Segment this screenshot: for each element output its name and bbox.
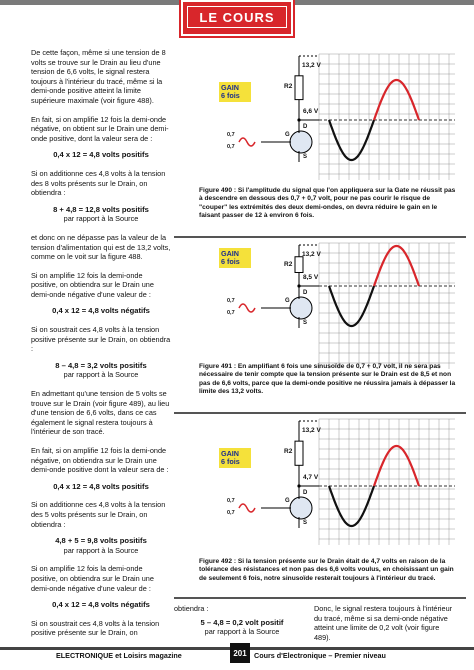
figure-divider [174,597,466,599]
figure-schematic [199,241,457,371]
paragraph: Si on amplifie 12 fois la demi-onde positive, on obtiendra sur le Drain une demi-onde négative d'une valeur de : [31,270,154,299]
fet-transistor-icon [290,297,312,319]
resistor-r2 [295,441,303,465]
footer-course: Cours d'Electronique – Premier niveau [254,651,386,660]
resistor-label: R2 [284,82,293,90]
gain-value: 6 fois [221,457,240,466]
figure-caption: Figure 491 : En amplifiant 6 fois une sinusoïde de 0,7 + 0,7 volt, il ne sera pas nécessaire de tenir compte que la tension présente sur le Drain est de 8,5 et non pas de 6,6 volts, parce que la demi-onde positive ne réussira jamais à dépasser la limite des 13,2 volts. [199,363,456,396]
right-column [314,604,454,642]
equation: 0,4 x 12 = 4,8 volts positifs [53,150,149,160]
paragraph: Si on soustrait ces 4,8 volts à la tension positive présente sur le Drain, on [31,618,160,638]
positive-half-wave [374,246,419,286]
gate-label: G [285,132,290,138]
paragraph: De cette façon, même si une tension de 8 volts se trouve sur le Drain au lieu d'une tension de 6,6 volts, le signal restera toujours à l'intérieur du tracé, même si la demi-onde positive atteint la limite supérieure maximale (voir figure 488). [31,48,166,105]
section-badge-label: LE COURS [199,9,275,25]
input-amplitude-bottom: 0,7 [227,510,235,516]
paragraph: Si on additionne ces 4,8 volts à la tension des 5 volts présents sur le Drain, on obtiendra : [31,500,166,529]
equation-subtitle: par rapport à la Source [63,214,139,224]
oscilloscope-grid [319,54,455,180]
figure-caption: Figure 492 : Si la tension présente sur le Drain était de 4,7 volts en raison de la tolérance des résistances et non pas des 6,6 volts voulus, en choisissant un gain de seulement 6 fois, notre sinusoïde resterait toujours à l'intérieur du tracé. [199,558,454,582]
input-sine-icon [239,504,255,512]
negative-half-wave [329,486,374,526]
oscilloscope-grid [319,243,455,369]
input-amplitude-bottom: 0,7 [227,144,235,150]
paragraph: et donc on ne dépasse pas la valeur de la tension d'alimentation qui est de 13,2 volts, comme on le voit sur la figure 488. [31,232,171,262]
middle-column [174,604,310,637]
gate-label: G [285,498,290,504]
footer-magazine: ELECTRONIQUE et Loisirs magazine [56,651,182,660]
input-sine-icon [239,138,255,146]
input-amplitude-top: 0,7 [227,298,235,304]
equation: 8 – 4,8 = 3,2 volts positifs [55,360,147,370]
figure-schematic [199,52,457,182]
paragraph: Si on soustrait ces 4,8 volts à la tension positive présente sur le Drain, on obtiendra : [31,325,171,354]
gain-label: GAIN [221,83,239,92]
supply-voltage-label: 13,2 V [302,62,321,69]
drain-voltage-label: 8,5 V [303,274,319,281]
equation: 0,4 x 12 = 4,8 volts négatifs [52,306,150,316]
gate-label: G [285,298,290,304]
equation: 0,4 x 12 = 4,8 volts positifs [53,481,149,491]
section-badge [181,0,293,36]
equation: 8 + 4,8 = 12,8 volts positifs [53,204,149,214]
drain-voltage-label: 6,6 V [303,108,319,115]
positive-half-wave [374,446,419,486]
source-pin-label: S [303,320,308,326]
fet-transistor-icon [290,497,312,519]
paragraph: En fait, si on amplifie 12 fois la demi-onde négative, on obtient sur le Drain une demi-onde positive, dont la valeur sera de : [31,114,169,143]
figure-schematic [199,417,457,547]
resistor-label: R2 [284,261,293,269]
paragraph: En admettant qu'une tension de 5 volts se trouve sur le Drain (voir figure 489), au lieu d'une tension de 6,6 volts, dans ce cas également le signal restera toujours à l'intérieur de son tracé. [31,389,170,437]
supply-voltage-label: 13,2 V [302,427,321,434]
drain-pin-label: D [303,124,308,130]
equation-subtitle: par rapport à la Source [63,545,139,555]
equation: 4,8 + 5 = 9,8 volts positifs [55,536,147,546]
figure-divider [174,236,466,238]
figure-caption: Figure 490 : Si l'amplitude du signal que l'on appliquera sur la Gate ne réussit pas à descendre en dessous des 0,7 + 0,7 volt, pour ne pas courir le risque de "couper" les extrémités des deux demi-ondes, on devra réduire le gain en le faisant passer de 12 à environ 6 fois. [199,187,456,220]
drain-pin-label: D [303,490,308,496]
page-number: 201 [230,643,250,663]
input-amplitude-top: 0,7 [227,498,235,504]
paragraph: Si on additionne ces 4,8 volts à la tension des 8 volts présents sur le Drain, on obtiendra : [31,168,166,198]
fet-transistor-icon [290,131,312,153]
paragraph: En fait, si on amplifie 12 fois la demi-onde négative, on obtiendra sur le Drain une demi-onde positive dont la valeur sera de : [31,446,169,475]
paragraph: Donc, le signal restera toujours à l'intérieur du tracé, même si sa demi-onde négative atteint une limite de 0,2 volt (voir figure 489). [314,604,453,642]
equation-subtitle: par rapport à la Source [63,370,139,380]
paragraph: obtiendra : [174,604,209,613]
source-pin-label: S [303,154,308,160]
figure-divider [174,412,466,414]
resistor-r2 [295,76,303,100]
gain-label: GAIN [221,249,239,258]
source-pin-label: S [303,520,308,526]
gain-label: GAIN [221,449,239,458]
drain-voltage-label: 4,7 V [303,474,319,481]
supply-voltage-label: 13,2 V [302,251,321,258]
drain-pin-label: D [303,290,308,296]
gain-value: 6 fois [221,257,240,266]
input-amplitude-bottom: 0,7 [227,310,235,316]
input-sine-icon [239,304,255,312]
gain-value: 6 fois [221,91,240,100]
resistor-r2 [295,257,303,273]
input-amplitude-top: 0,7 [227,132,235,138]
oscilloscope-grid [319,419,455,545]
equation: 5 – 4,8 = 0,2 volt positif [200,617,284,627]
equation-subtitle: par rapport à la Source [204,627,280,637]
paragraph: Si on amplifie 12 fois la demi-onde positive, on obtiendra sur le Drain une demi-onde négative d'une valeur de : [31,564,154,593]
resistor-label: R2 [284,448,293,456]
equation: 0,4 x 12 = 4,8 volts négatifs [52,600,150,610]
left-column [31,48,171,638]
negative-half-wave [329,286,374,326]
